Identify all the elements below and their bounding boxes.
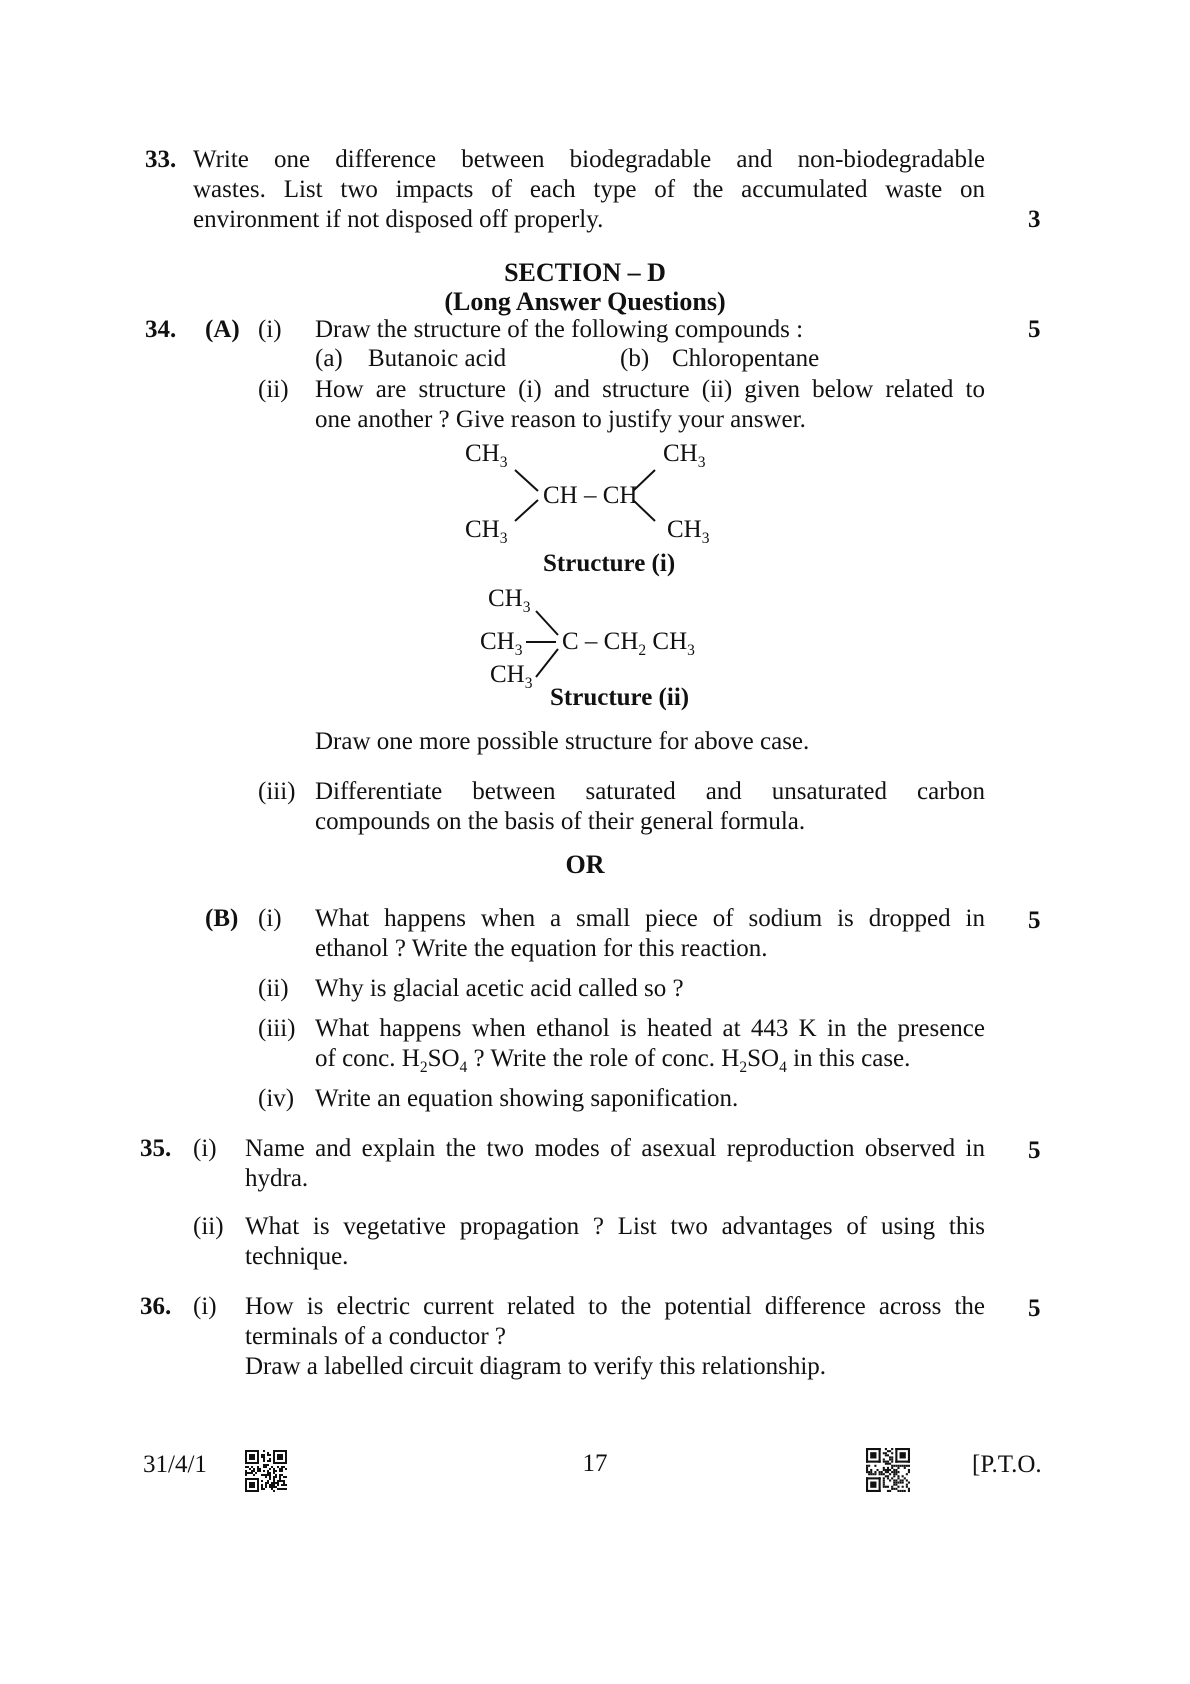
question-number: 33. [145,146,177,173]
item-label-i: (i) [193,1293,217,1320]
section-subtitle: (Long Answer Questions) [444,287,726,316]
text-line: How are structure (i) and structure (ii) given below related to [315,376,985,403]
option-a-text: Butanoic acid [368,345,507,372]
text-line: What happens when a small piece of sodium is dropped in [315,905,985,932]
text-line: Write one difference between biodegradable and non-biodegradable [193,146,985,173]
text-line: technique. [245,1243,349,1270]
option-b-label: (b) [620,345,650,372]
paper-code: 31/4/1 [143,1451,207,1478]
item-text: Why is glacial acetic acid called so ? [315,975,684,1002]
part-label-a: (A) [205,316,240,343]
text-line: Differentiate between saturated and unsaturated carbon [315,778,985,805]
or-separator: OR [565,850,605,879]
item-text [315,904,985,964]
text-line: Name and explain the two modes of asexual reproduction observed in [245,1135,985,1162]
item-label-iii: (iii) [258,778,296,805]
item-label-i: (i) [258,316,282,343]
structure-ii-diagram [480,585,760,715]
item-text [315,1014,985,1083]
item-label-iv: (iv) [258,1085,295,1112]
text-line: environment if not disposed off properly. [193,206,604,233]
item-text [245,1212,985,1272]
qr-code-icon [866,1448,910,1492]
ch-ch-label: CH – CH [543,482,638,509]
text-line: ethanol ? Write the equation for this reaction. [315,935,768,962]
item-label-ii: (ii) [258,975,289,1002]
item-label-ii: (ii) [193,1213,224,1240]
ch3-label-top-left: $CH_3$ [465,440,508,471]
text-line: one another ? Give reason to justify your answer. [315,406,806,433]
text-line: compounds on the basis of their general formula. [315,808,806,835]
question-number: 34. [145,316,177,343]
item-text: Write an equation showing saponification. [315,1085,739,1112]
marks-q36: 5 [1028,1295,1041,1322]
item-text [315,375,985,435]
structure-ii-caption: Structure (ii) [550,684,690,711]
text-line: wastes. List two impacts of each type of the accumulated waste on [193,176,985,203]
item-text: Draw a labelled circuit diagram to verify this relationship. [245,1353,827,1380]
item-label-i: (i) [193,1135,217,1162]
part-label-b: (B) [205,905,239,932]
text-line: terminals of a conductor ? [245,1323,507,1350]
pto-label: [P.T.O. [972,1451,1042,1478]
marks-q34-a: 5 [1028,316,1041,343]
item-text: Draw one more possible structure for above case. [315,728,810,755]
question-number: 35. [140,1135,172,1162]
text-line: of conc. $H_2SO_4$ ? Write the role of conc. $H_2SO_4$ in this case. [315,1045,911,1076]
ch3-label-bottom: $CH_3$ [490,661,533,692]
text-line: hydra. [245,1165,309,1192]
marks-q35: 5 [1028,1137,1041,1164]
ch3-label-top: $CH_3$ [488,585,531,616]
carbon-chain-label: C – $CH_2$ $CH_3$ [562,628,695,659]
ch3-label-top-right: $CH_3$ [663,440,706,471]
item-text [315,777,985,837]
item-label-ii: (ii) [258,376,289,403]
ch3-label-bottom-left: $CH_3$ [465,516,508,547]
page-number: 17 [582,1450,608,1477]
section-title: SECTION – D [504,258,666,287]
text-line: How is electric current related to the potential difference across the [245,1293,985,1320]
question-text [193,145,985,235]
structure-i-caption: Structure (i) [543,550,676,577]
text-line: What happens when ethanol is heated at 443 K in the presence [315,1015,985,1042]
item-text [245,1292,985,1352]
option-a-label: (a) [315,345,343,372]
item-label-iii: (iii) [258,1015,296,1042]
ch3-label-bottom-right: $CH_3$ [667,516,710,547]
marks-q34-b: 5 [1028,907,1041,934]
marks-q33: 3 [1028,206,1041,233]
structure-i-diagram [455,440,715,580]
question-number: 36. [140,1293,172,1320]
item-text: Draw the structure of the following compounds : [315,316,804,343]
text-line: What is vegetative propagation ? List two advantages of using this [245,1213,985,1240]
option-b-text: Chloropentane [672,345,820,372]
ch3-label-left: $CH_3$ [480,628,523,659]
item-text [245,1134,985,1194]
item-label-i: (i) [258,905,282,932]
